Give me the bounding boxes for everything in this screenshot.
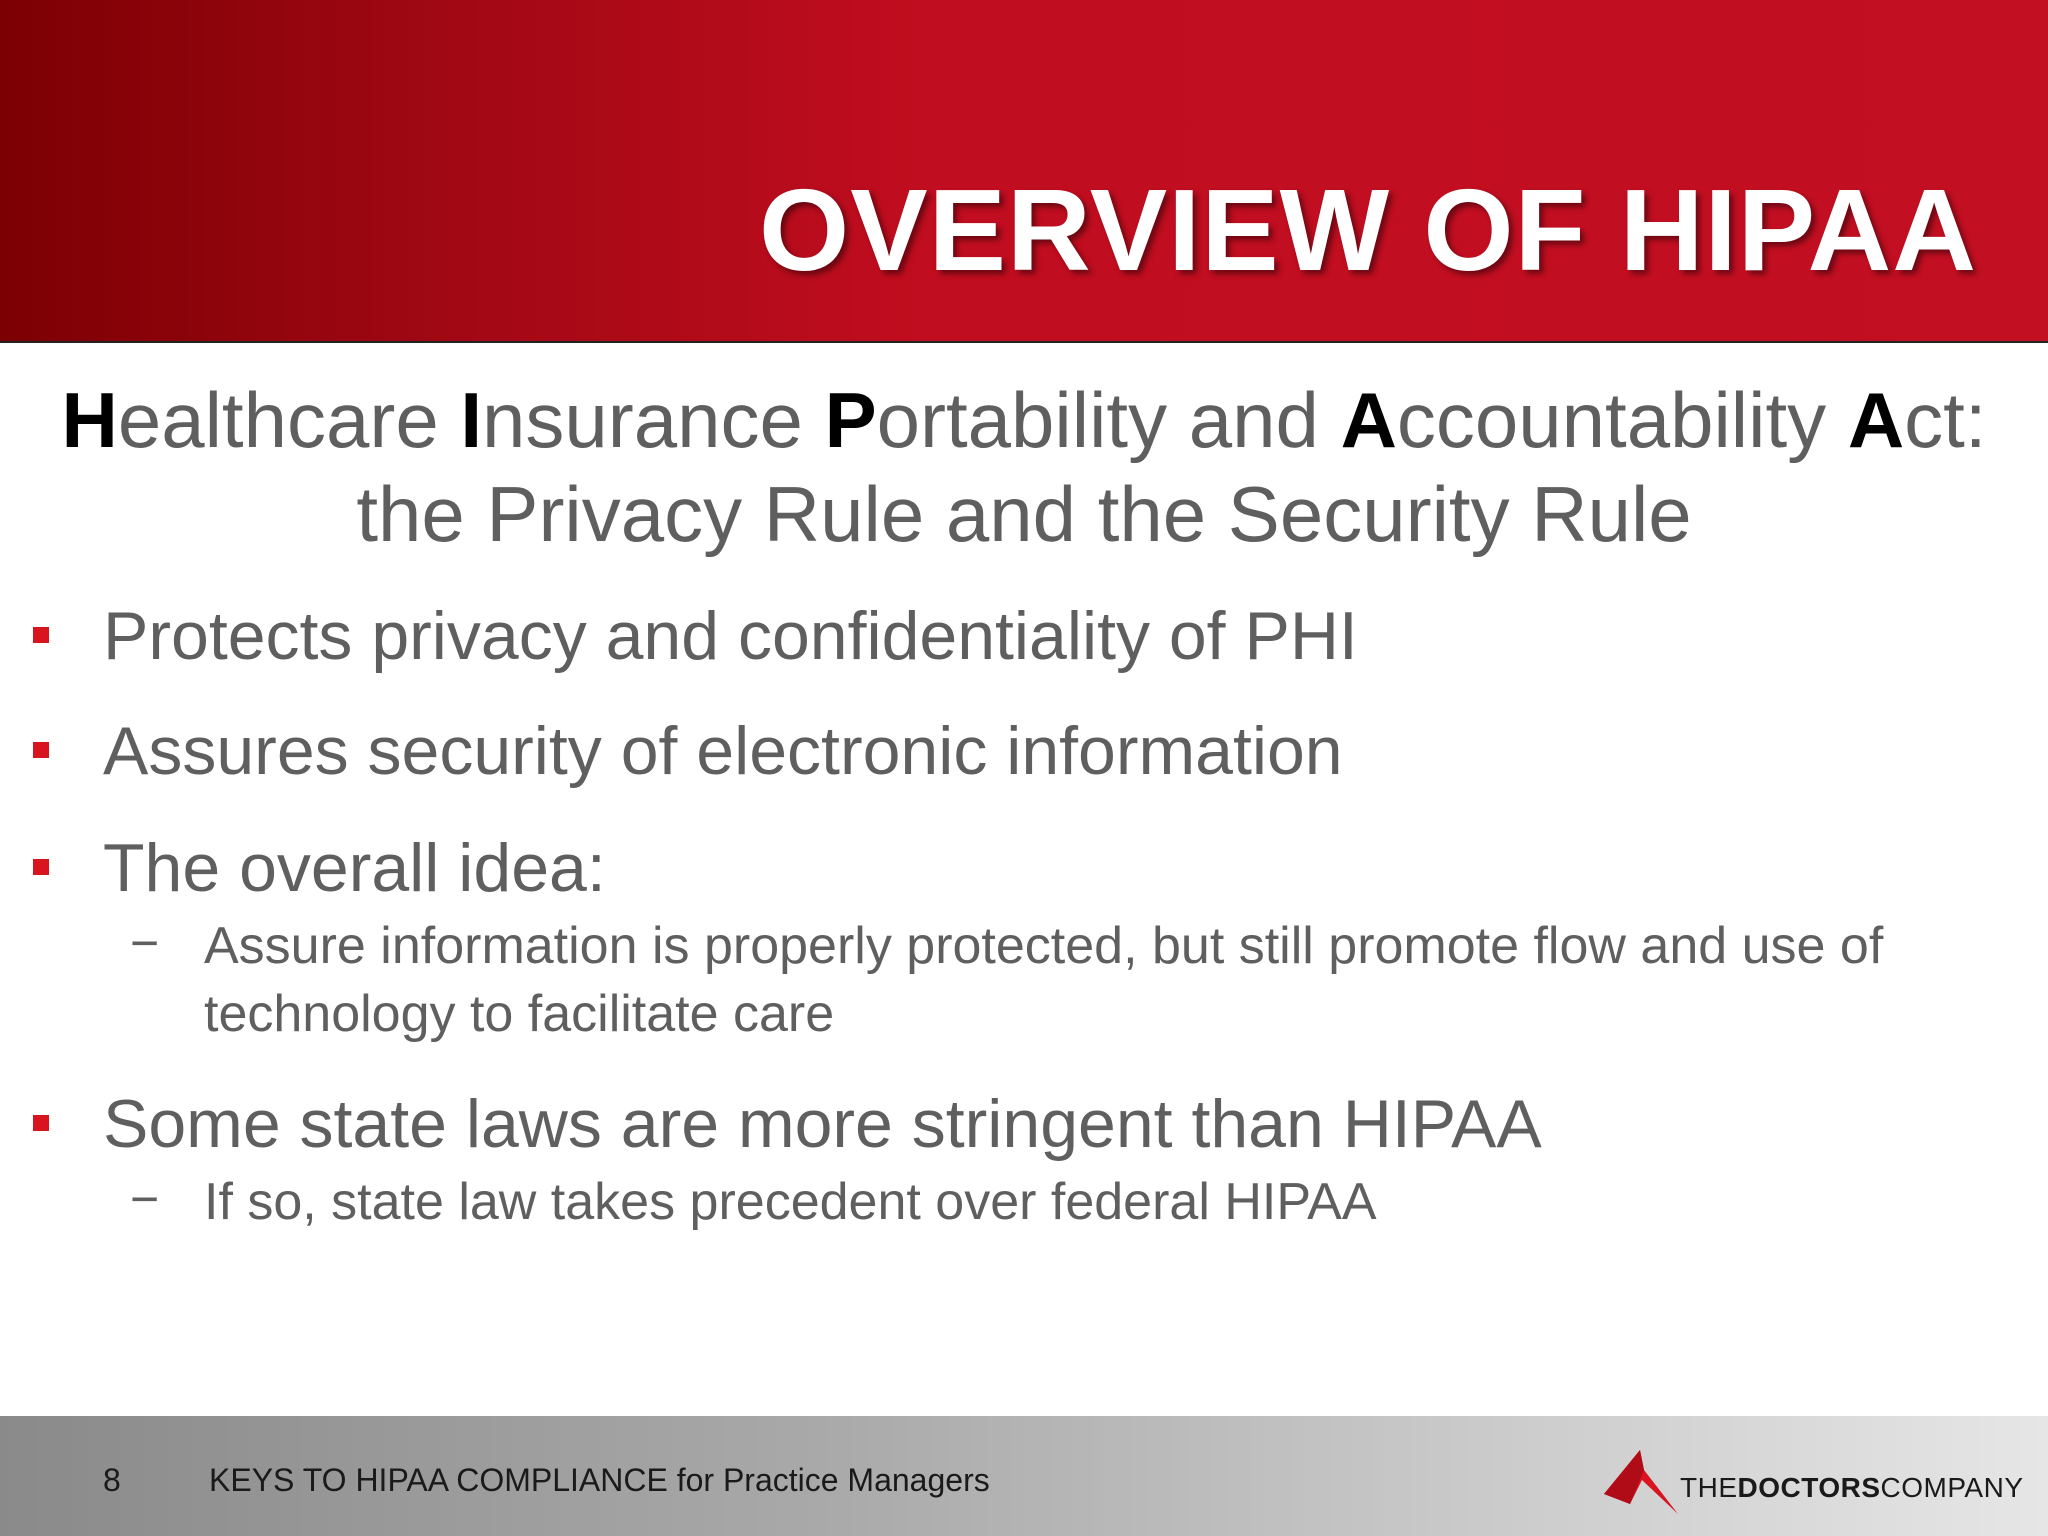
dash-icon: −	[130, 915, 160, 971]
doctors-company-logo-icon	[1600, 1448, 1680, 1518]
bullet-text: The overall idea:	[103, 830, 606, 906]
dash-icon: −	[130, 1171, 160, 1227]
page-number: 8	[103, 1462, 121, 1498]
logo-the: THE	[1680, 1472, 1738, 1503]
logo-wordmark	[1680, 1472, 2024, 1504]
sub-bullet-text: If so, state law takes precedent over federal HIPAA	[204, 1173, 1377, 1231]
subtitle-line-2: the Privacy Rule and the Security Rule	[356, 470, 1692, 558]
subtitle-word: nsurance	[482, 376, 825, 464]
subtitle-initial: I	[460, 376, 483, 464]
subtitle-initial: A	[1847, 376, 1905, 464]
slide-subtitle	[0, 373, 2048, 561]
bullet-square-icon	[33, 1115, 49, 1131]
subtitle-word: ccountability	[1396, 376, 1848, 464]
subtitle-word: ortability and	[876, 376, 1341, 464]
subtitle-line-1	[0, 373, 2048, 467]
bullet-text: Some state laws are more stringent than HIPAA	[103, 1086, 1542, 1162]
subtitle-initial: H	[61, 376, 118, 464]
sub-bullet-text: Assure information is properly protected, but still promote flow and use of technology to facilitate care	[204, 917, 1884, 1043]
bullet-square-icon	[33, 627, 49, 643]
company-logo	[1600, 1448, 2024, 1518]
bullet-text: Protects privacy and confidentiality of PHI	[103, 598, 1358, 674]
logo-doctors: DOCTORS	[1737, 1472, 1881, 1503]
subtitle-initial: A	[1340, 376, 1397, 464]
bullet-square-icon	[33, 742, 49, 758]
slide-title: OVERVIEW OF HIPAA	[759, 165, 1977, 295]
bullet-square-icon	[33, 859, 49, 875]
bullet-text: Assures security of electronic information	[103, 713, 1343, 789]
deck-title: KEYS TO HIPAA COMPLIANCE for Practice Managers	[209, 1462, 990, 1498]
subtitle-word: ct:	[1904, 376, 1987, 464]
subtitle-word: ealthcare	[117, 376, 461, 464]
logo-company: COMPANY	[1880, 1472, 2024, 1503]
subtitle-initial: P	[824, 376, 877, 464]
